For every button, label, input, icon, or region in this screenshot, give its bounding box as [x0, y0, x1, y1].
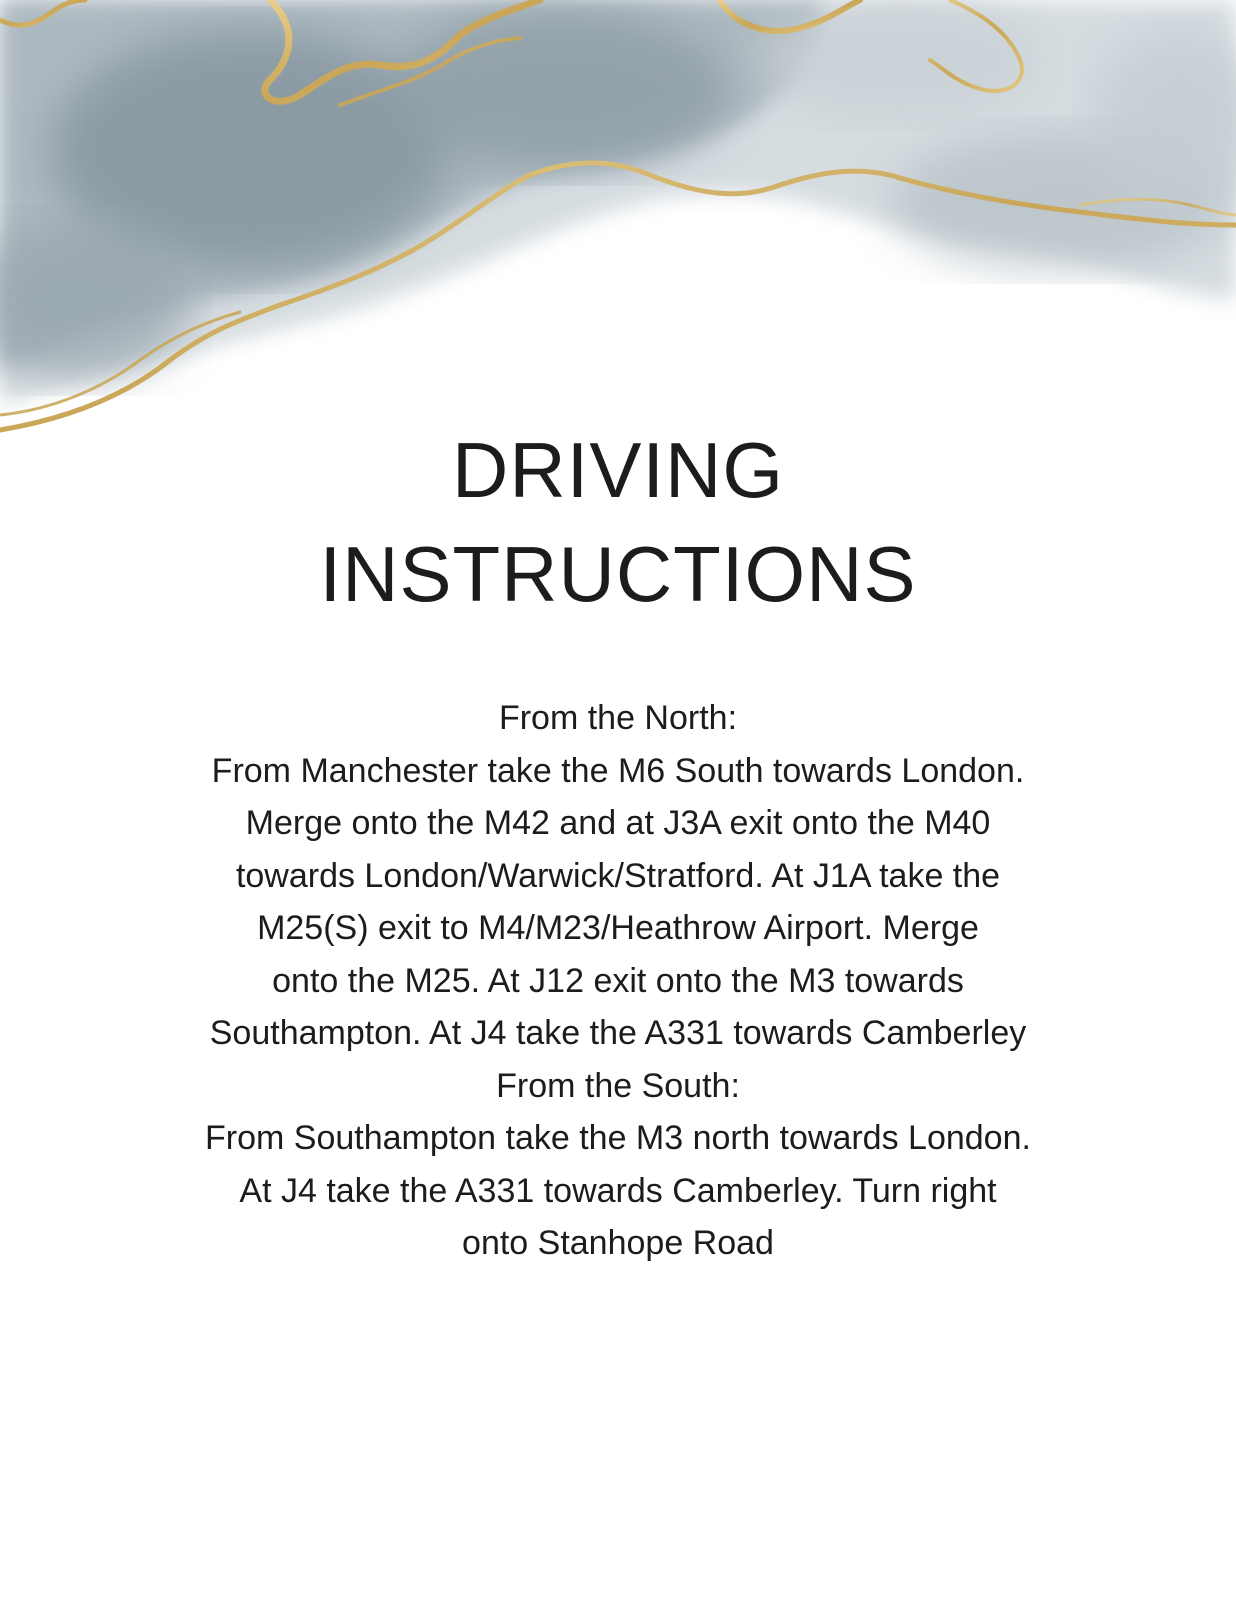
- south-line: From Southampton take the M3 north towards London.: [205, 1119, 1031, 1157]
- page-title: [0, 418, 1236, 626]
- north-line: From Manchester take the M6 South towards London.: [211, 751, 1025, 790]
- south-line: onto Stanhope Road: [462, 1224, 774, 1262]
- driving-directions: [120, 692, 1116, 1270]
- north-line: Southampton. At J4 take the A331 towards Camberley: [209, 1014, 1027, 1052]
- north-heading: From the North:: [498, 699, 738, 737]
- north-line: onto the M25. At J12 exit onto the M3 towards: [272, 961, 964, 1000]
- title-line-2: INSTRUCTIONS: [319, 530, 917, 618]
- title-line-1: DRIVING: [451, 426, 785, 514]
- watercolor-gold-decoration: [0, 0, 1236, 470]
- south-line: At J4 take the A331 towards Camberley. Turn right: [239, 1171, 997, 1210]
- north-line: towards London/Warwick/Stratford. At J1A take the: [235, 856, 1001, 895]
- north-line: M25(S) exit to M4/M23/Heathrow Airport. Merge: [257, 909, 979, 947]
- south-heading: From the South:: [496, 1066, 740, 1105]
- north-line: Merge onto the M42 and at J3A exit onto the M40: [245, 804, 991, 842]
